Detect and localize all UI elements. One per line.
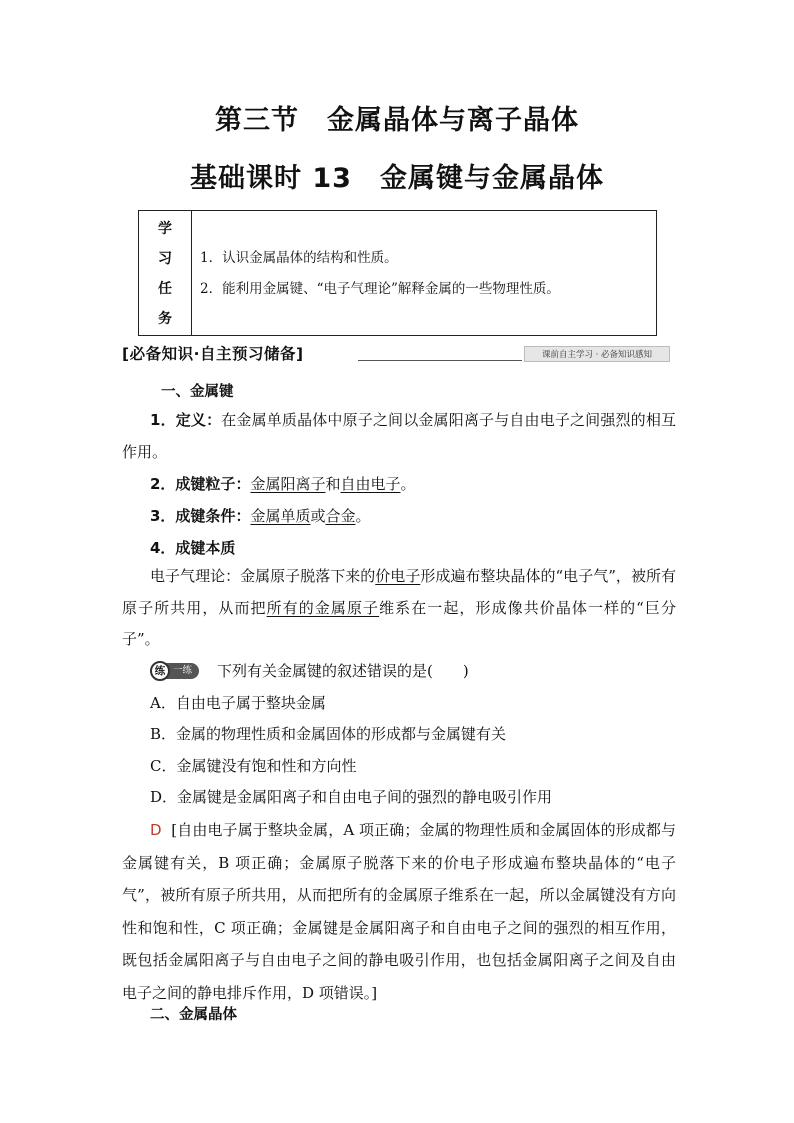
definition-paragraph — [122, 405, 676, 468]
bonding-particles-label: 2．成键粒子： — [150, 475, 251, 493]
lesson-name: 金属键与金属晶体 — [379, 163, 604, 194]
bonding-particles-line — [150, 473, 416, 494]
option-a: A．自由电子属于整块金属 — [150, 694, 326, 712]
banner-divider — [358, 360, 522, 361]
badge-tail: 一练 — [164, 663, 199, 679]
answer-blank: 价电子 — [375, 567, 421, 585]
answer-explanation — [122, 814, 676, 1009]
practice-badge-icon — [150, 661, 199, 681]
banner-tag: 课前自主学习 · 必备知识感知 — [524, 346, 670, 362]
bonding-condition-line — [150, 505, 371, 526]
task-label — [139, 211, 192, 335]
punctuation: 。 — [400, 475, 416, 493]
section-title — [0, 98, 794, 137]
answer-blank: 所有的金属原子 — [266, 598, 380, 617]
answer-blank: 金属阳离子 — [250, 475, 326, 493]
task-label-char: 务 — [158, 311, 172, 327]
question-text: 下列有关金属键的叙述错误的是( ) — [217, 662, 469, 680]
task-label-char: 学 — [158, 221, 172, 237]
electron-gas-paragraph — [122, 561, 676, 656]
section-banner — [122, 340, 670, 366]
task-label-char: 任 — [158, 281, 172, 297]
bonding-condition-label: 3．成键条件： — [150, 507, 251, 525]
paragraph-text: 维系在一起，形成像共价晶体一样的“巨分子”。 — [122, 598, 676, 648]
definition-text: 在金属单质晶体中原子之间以金属阳离子与自由电子之间强烈的相互作用。 — [122, 411, 677, 461]
learning-task-box — [138, 210, 657, 336]
answer-blank: 金属单质 — [250, 507, 311, 525]
badge-circle: 练 — [150, 661, 170, 681]
option-b: B．金属的物理性质和金属固体的形成都与金属键有关 — [150, 725, 507, 743]
section-name: 金属晶体与离子晶体 — [327, 105, 579, 136]
task-item: 1．认识金属晶体的结构和性质。 — [200, 250, 398, 266]
connector-text: 和 — [325, 475, 341, 493]
paragraph-text: 电子气理论：金属原子脱落下来的 — [150, 567, 376, 585]
punctuation: 。 — [355, 507, 371, 525]
task-items — [192, 211, 560, 335]
practice-question — [150, 660, 469, 681]
heading-metal-bond: 一、金属键 — [161, 384, 234, 400]
paragraph-text: 形成遍布整块晶体的“电子气”，被所有原子所共用，从而把 — [122, 567, 676, 617]
section-number: 第三节 — [215, 105, 299, 136]
answer-blank: 合金 — [325, 507, 356, 525]
option-c: C．金属键没有饱和性和方向性 — [150, 757, 357, 775]
heading-metal-crystal: 二、金属晶体 — [150, 1007, 237, 1023]
bonding-essence-title: 4．成键本质 — [150, 539, 236, 557]
lesson-number: 基础课时 13 — [190, 163, 352, 194]
task-item: 2．能利用金属键、“电子气理论”解释金属的一些物理性质。 — [200, 281, 560, 297]
connector-text: 或 — [310, 507, 326, 525]
answer-blank: 自由电子 — [340, 475, 401, 493]
bonding-essence-label — [150, 537, 235, 558]
answer-letter: D — [150, 821, 162, 839]
option-d: D．金属键是金属阳离子和自由电子间的强烈的静电吸引作用 — [150, 788, 553, 806]
definition-label: 1．定义： — [150, 411, 222, 429]
lesson-title — [0, 156, 794, 195]
explanation-text: [自由电子属于整块金属，A 项正确；金属的物理性质和金属固体的形成都与金属键有关，B 项正确；金属原子脱落下来的价电子形成遍布整块晶体的“电子气”，被所有原子所共用，从而把所有的金属原子维系在一起，所以金属键没有方向性和饱和性，C 项正确；金属键是金属阳离子和自由电子之间的强烈的相互作用，既包括金属阳离子与自由电子之间的静电吸引作用，也包括金属阳离子之间及自由电子之间的静电排斥作用，D 项错误。] — [122, 821, 676, 1002]
task-label-char: 习 — [158, 251, 172, 267]
banner-title: [必备知识·自主预习储备] — [122, 345, 304, 363]
